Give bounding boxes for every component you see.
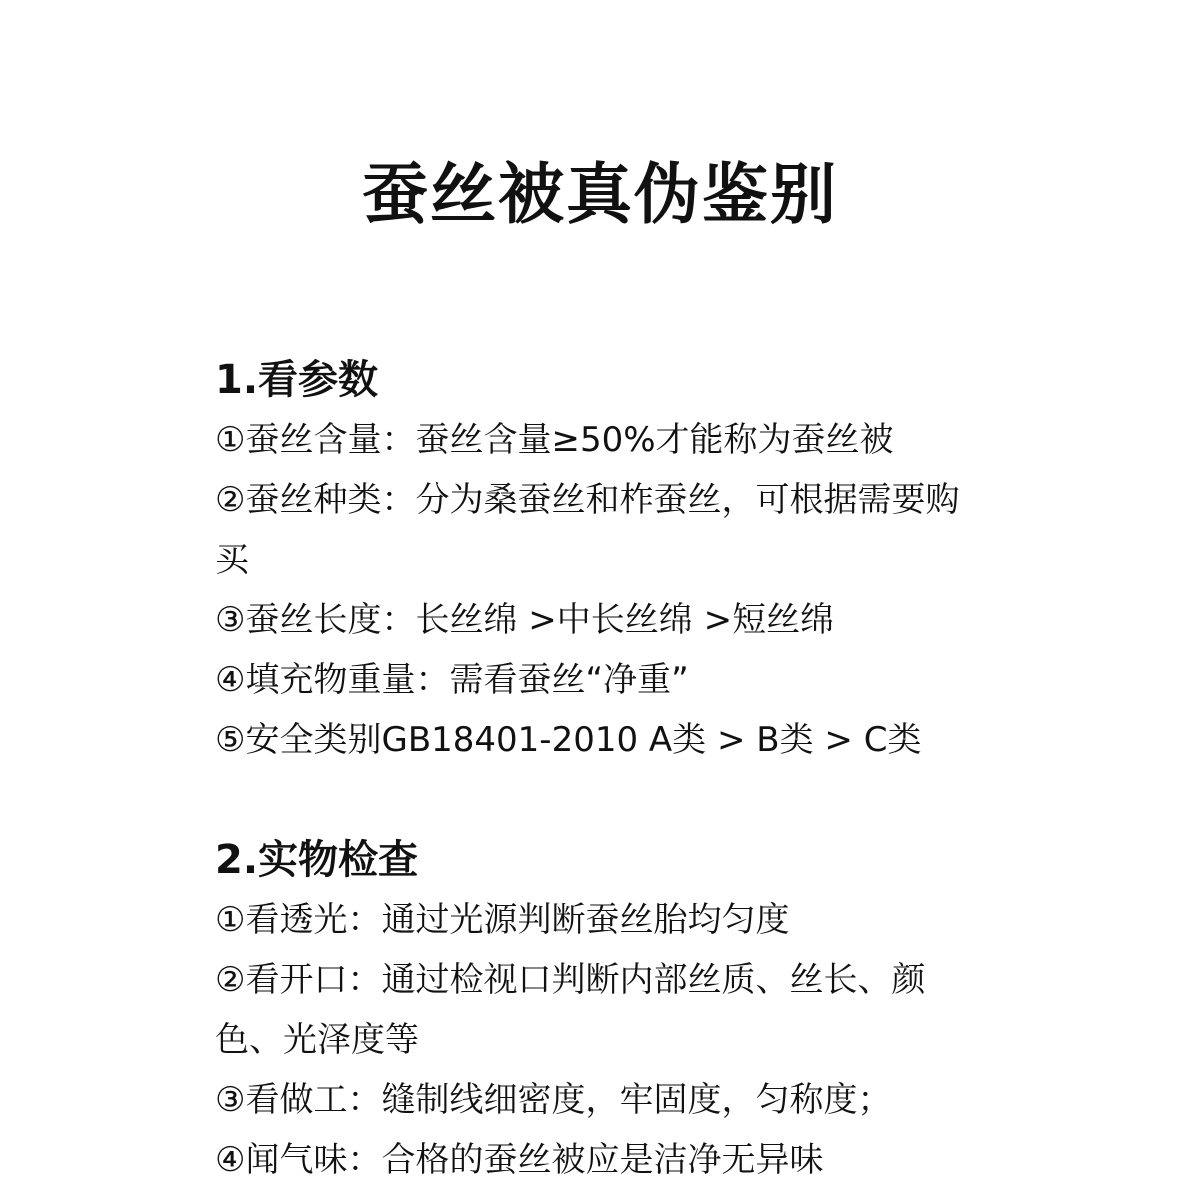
parameter-list [215,410,990,770]
list-item-opening-check: ②看开口：通过检视口判断内部丝质、丝长、颜色、光泽度等 [215,960,926,1060]
list-item-light-test: ①看透光：通过光源判断蚕丝胎均匀度 [215,900,790,940]
list-item-safety-category: ⑤安全类别GB18401-2010 A类 > B类 > C类 [215,720,922,760]
page-title: 蚕丝被真伪鉴别 [362,156,838,233]
section-check-parameters [215,350,990,770]
section-heading: 1.看参数 [215,357,379,403]
list-item-silk-length: ③蚕丝长度：长丝绵 >中长丝绵 >短丝绵 [215,600,835,640]
section-physical-inspection [215,830,990,1190]
list-item-silk-content: ①蚕丝含量：蚕丝含量≥50%才能称为蚕丝被 [215,420,894,460]
list-item-smell-test: ④闻气味：合格的蚕丝被应是洁净无异味 [215,1140,824,1180]
list-item-workmanship: ③看做工：缝制线细密度，牢固度，匀称度； [215,1080,892,1120]
list-item-filling-weight: ④填充物重量：需看蚕丝“净重” [215,660,689,700]
inspection-list [215,890,990,1190]
list-item-silk-type: ②蚕丝种类：分为桑蚕丝和柞蚕丝，可根据需要购买 [215,480,960,580]
section-heading: 2.实物检查 [215,837,419,883]
